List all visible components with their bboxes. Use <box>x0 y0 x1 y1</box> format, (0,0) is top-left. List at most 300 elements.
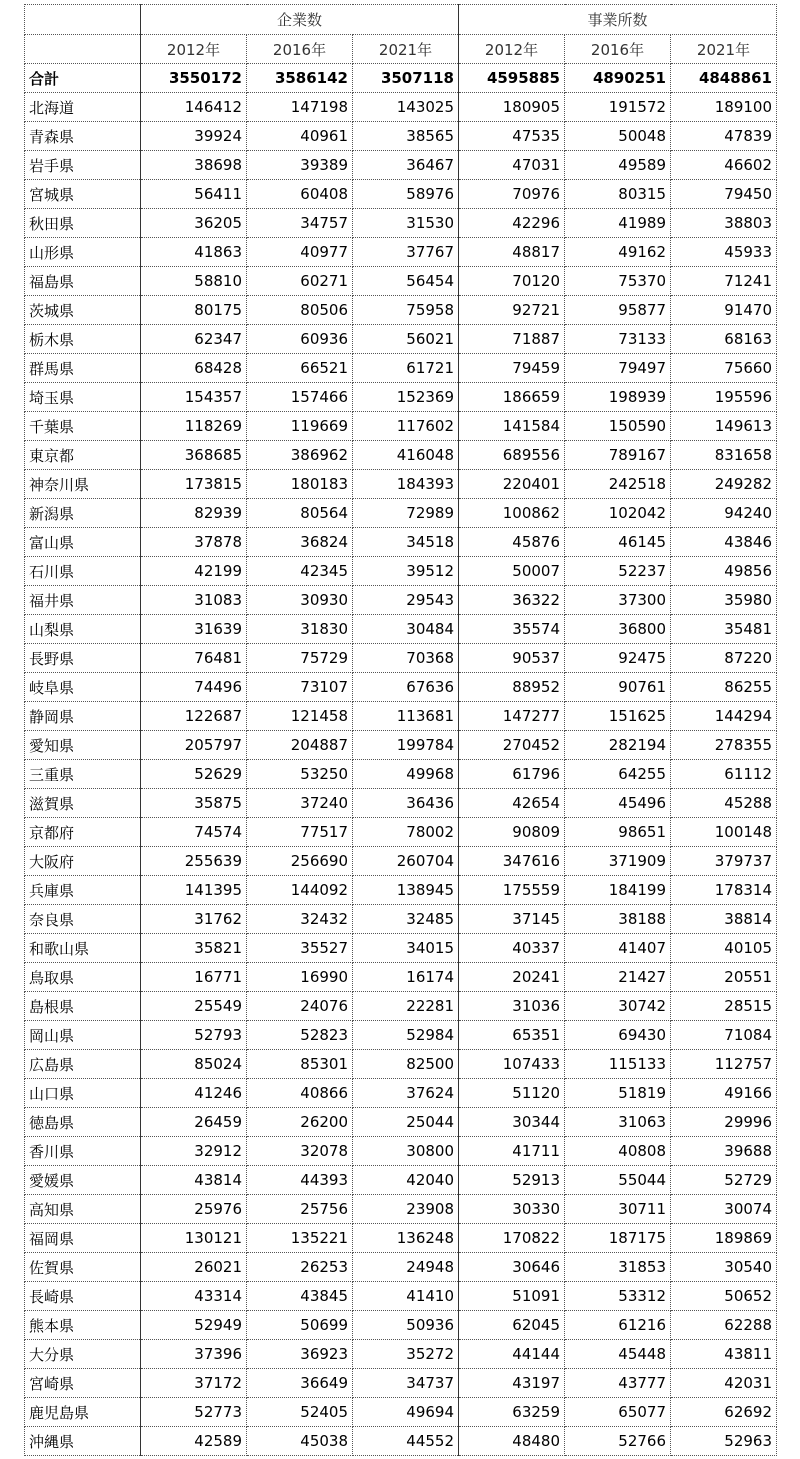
total-value: 3550172 <box>141 64 247 93</box>
table-row <box>25 1282 777 1311</box>
value-cell: 117602 <box>353 412 459 441</box>
value-cell: 187175 <box>565 1224 671 1253</box>
value-cell: 37145 <box>459 905 565 934</box>
table-row <box>25 267 777 296</box>
value-cell: 154357 <box>141 383 247 412</box>
total-value: 4595885 <box>459 64 565 93</box>
table-row <box>25 1253 777 1282</box>
value-cell: 74574 <box>141 818 247 847</box>
prefecture-name: 千葉県 <box>25 412 141 441</box>
value-cell: 75370 <box>565 267 671 296</box>
value-cell: 371909 <box>565 847 671 876</box>
value-cell: 39924 <box>141 122 247 151</box>
value-cell: 39512 <box>353 557 459 586</box>
value-cell: 23908 <box>353 1195 459 1224</box>
value-cell: 186659 <box>459 383 565 412</box>
value-cell: 52984 <box>353 1021 459 1050</box>
value-cell: 45038 <box>247 1427 353 1456</box>
value-cell: 386962 <box>247 441 353 470</box>
value-cell: 50699 <box>247 1311 353 1340</box>
value-cell: 831658 <box>671 441 777 470</box>
value-cell: 55044 <box>565 1166 671 1195</box>
prefecture-name: 京都府 <box>25 818 141 847</box>
value-cell: 34757 <box>247 209 353 238</box>
table-row <box>25 1398 777 1427</box>
value-cell: 147198 <box>247 93 353 122</box>
value-cell: 92475 <box>565 644 671 673</box>
value-cell: 195596 <box>671 383 777 412</box>
value-cell: 60936 <box>247 325 353 354</box>
value-cell: 92721 <box>459 296 565 325</box>
value-cell: 36649 <box>247 1369 353 1398</box>
table-row <box>25 702 777 731</box>
value-cell: 38565 <box>353 122 459 151</box>
value-cell: 38188 <box>565 905 671 934</box>
value-cell: 30344 <box>459 1108 565 1137</box>
total-value: 4890251 <box>565 64 671 93</box>
value-cell: 130121 <box>141 1224 247 1253</box>
value-cell: 45496 <box>565 789 671 818</box>
group-header-companies: 企業数 <box>141 5 459 35</box>
prefecture-name: 宮崎県 <box>25 1369 141 1398</box>
table-row <box>25 470 777 499</box>
prefecture-name: 徳島県 <box>25 1108 141 1137</box>
value-cell: 31036 <box>459 992 565 1021</box>
value-cell: 68428 <box>141 354 247 383</box>
value-cell: 141584 <box>459 412 565 441</box>
value-cell: 191572 <box>565 93 671 122</box>
value-cell: 30742 <box>565 992 671 1021</box>
value-cell: 173815 <box>141 470 247 499</box>
prefecture-name: 宮城県 <box>25 180 141 209</box>
value-cell: 347616 <box>459 847 565 876</box>
value-cell: 37624 <box>353 1079 459 1108</box>
value-cell: 46145 <box>565 528 671 557</box>
value-cell: 61112 <box>671 760 777 789</box>
value-cell: 82939 <box>141 499 247 528</box>
value-cell: 270452 <box>459 731 565 760</box>
value-cell: 37767 <box>353 238 459 267</box>
value-cell: 60271 <box>247 267 353 296</box>
prefecture-name: 東京都 <box>25 441 141 470</box>
value-cell: 20241 <box>459 963 565 992</box>
value-cell: 21427 <box>565 963 671 992</box>
value-cell: 50048 <box>565 122 671 151</box>
value-cell: 278355 <box>671 731 777 760</box>
value-cell: 220401 <box>459 470 565 499</box>
prefecture-name: 長崎県 <box>25 1282 141 1311</box>
table-row <box>25 615 777 644</box>
value-cell: 70120 <box>459 267 565 296</box>
value-cell: 43197 <box>459 1369 565 1398</box>
value-cell: 37878 <box>141 528 247 557</box>
prefecture-name: 岡山県 <box>25 1021 141 1050</box>
prefecture-name: 北海道 <box>25 93 141 122</box>
prefecture-name: 静岡県 <box>25 702 141 731</box>
value-cell: 38803 <box>671 209 777 238</box>
table-row <box>25 905 777 934</box>
value-cell: 41711 <box>459 1137 565 1166</box>
value-cell: 41407 <box>565 934 671 963</box>
value-cell: 85301 <box>247 1050 353 1079</box>
value-cell: 62045 <box>459 1311 565 1340</box>
value-cell: 22281 <box>353 992 459 1021</box>
value-cell: 79459 <box>459 354 565 383</box>
table-row <box>25 789 777 818</box>
value-cell: 73133 <box>565 325 671 354</box>
value-cell: 152369 <box>353 383 459 412</box>
value-cell: 52949 <box>141 1311 247 1340</box>
value-cell: 49162 <box>565 238 671 267</box>
value-cell: 98651 <box>565 818 671 847</box>
value-cell: 47031 <box>459 151 565 180</box>
value-cell: 52793 <box>141 1021 247 1050</box>
value-cell: 25549 <box>141 992 247 1021</box>
value-cell: 64255 <box>565 760 671 789</box>
value-cell: 178314 <box>671 876 777 905</box>
value-cell: 39389 <box>247 151 353 180</box>
value-cell: 34737 <box>353 1369 459 1398</box>
group-header-establishments: 事業所数 <box>459 5 777 35</box>
value-cell: 26459 <box>141 1108 247 1137</box>
value-cell: 189869 <box>671 1224 777 1253</box>
prefecture-name: 福井県 <box>25 586 141 615</box>
prefecture-name: 富山県 <box>25 528 141 557</box>
value-cell: 70976 <box>459 180 565 209</box>
value-cell: 49589 <box>565 151 671 180</box>
value-cell: 37300 <box>565 586 671 615</box>
value-cell: 36800 <box>565 615 671 644</box>
value-cell: 42654 <box>459 789 565 818</box>
value-cell: 51120 <box>459 1079 565 1108</box>
value-cell: 255639 <box>141 847 247 876</box>
value-cell: 75729 <box>247 644 353 673</box>
value-cell: 26200 <box>247 1108 353 1137</box>
value-cell: 242518 <box>565 470 671 499</box>
table-row <box>25 673 777 702</box>
table-row <box>25 325 777 354</box>
value-cell: 170822 <box>459 1224 565 1253</box>
value-cell: 35272 <box>353 1340 459 1369</box>
value-cell: 71084 <box>671 1021 777 1050</box>
value-cell: 52823 <box>247 1021 353 1050</box>
table-row <box>25 1108 777 1137</box>
prefecture-name: 山梨県 <box>25 615 141 644</box>
prefecture-name: 岩手県 <box>25 151 141 180</box>
value-cell: 51819 <box>565 1079 671 1108</box>
value-cell: 71887 <box>459 325 565 354</box>
value-cell: 38698 <box>141 151 247 180</box>
value-cell: 40808 <box>565 1137 671 1166</box>
table-row <box>25 1195 777 1224</box>
value-cell: 16990 <box>247 963 353 992</box>
value-cell: 43814 <box>141 1166 247 1195</box>
value-cell: 67636 <box>353 673 459 702</box>
group-header-row <box>25 5 777 35</box>
value-cell: 39688 <box>671 1137 777 1166</box>
value-cell: 151625 <box>565 702 671 731</box>
prefecture-name: 広島県 <box>25 1050 141 1079</box>
value-cell: 112757 <box>671 1050 777 1079</box>
table-row <box>25 760 777 789</box>
value-cell: 41246 <box>141 1079 247 1108</box>
value-cell: 62288 <box>671 1311 777 1340</box>
prefecture-name: 熊本県 <box>25 1311 141 1340</box>
value-cell: 52766 <box>565 1427 671 1456</box>
table-row <box>25 441 777 470</box>
value-cell: 35875 <box>141 789 247 818</box>
value-cell: 189100 <box>671 93 777 122</box>
value-cell: 256690 <box>247 847 353 876</box>
value-cell: 85024 <box>141 1050 247 1079</box>
value-cell: 121458 <box>247 702 353 731</box>
corner-cell <box>25 5 141 35</box>
value-cell: 36436 <box>353 789 459 818</box>
value-cell: 79450 <box>671 180 777 209</box>
value-cell: 100148 <box>671 818 777 847</box>
value-cell: 78002 <box>353 818 459 847</box>
value-cell: 74496 <box>141 673 247 702</box>
value-cell: 36824 <box>247 528 353 557</box>
value-cell: 16771 <box>141 963 247 992</box>
value-cell: 37240 <box>247 789 353 818</box>
value-cell: 204887 <box>247 731 353 760</box>
value-cell: 61721 <box>353 354 459 383</box>
table-row <box>25 934 777 963</box>
value-cell: 25756 <box>247 1195 353 1224</box>
value-cell: 34015 <box>353 934 459 963</box>
prefecture-name: 石川県 <box>25 557 141 586</box>
value-cell: 50007 <box>459 557 565 586</box>
value-cell: 144092 <box>247 876 353 905</box>
value-cell: 76481 <box>141 644 247 673</box>
value-cell: 29543 <box>353 586 459 615</box>
value-cell: 49166 <box>671 1079 777 1108</box>
value-cell: 31762 <box>141 905 247 934</box>
value-cell: 47839 <box>671 122 777 151</box>
value-cell: 37396 <box>141 1340 247 1369</box>
value-cell: 44144 <box>459 1340 565 1369</box>
prefecture-name: 秋田県 <box>25 209 141 238</box>
value-cell: 31639 <box>141 615 247 644</box>
data-table <box>24 4 777 1456</box>
value-cell: 70368 <box>353 644 459 673</box>
value-cell: 65077 <box>565 1398 671 1427</box>
value-cell: 184393 <box>353 470 459 499</box>
prefecture-name: 長野県 <box>25 644 141 673</box>
value-cell: 35821 <box>141 934 247 963</box>
value-cell: 58976 <box>353 180 459 209</box>
value-cell: 61796 <box>459 760 565 789</box>
total-value: 3586142 <box>247 64 353 93</box>
value-cell: 79497 <box>565 354 671 383</box>
value-cell: 368685 <box>141 441 247 470</box>
value-cell: 147277 <box>459 702 565 731</box>
value-cell: 44552 <box>353 1427 459 1456</box>
value-cell: 62347 <box>141 325 247 354</box>
value-cell: 56454 <box>353 267 459 296</box>
value-cell: 24076 <box>247 992 353 1021</box>
value-cell: 52773 <box>141 1398 247 1427</box>
value-cell: 122687 <box>141 702 247 731</box>
value-cell: 41863 <box>141 238 247 267</box>
value-cell: 45876 <box>459 528 565 557</box>
value-cell: 69430 <box>565 1021 671 1050</box>
table-row <box>25 296 777 325</box>
value-cell: 31853 <box>565 1253 671 1282</box>
value-cell: 48480 <box>459 1427 565 1456</box>
prefecture-name: 山口県 <box>25 1079 141 1108</box>
value-cell: 30484 <box>353 615 459 644</box>
prefecture-name: 高知県 <box>25 1195 141 1224</box>
value-cell: 80175 <box>141 296 247 325</box>
value-cell: 52913 <box>459 1166 565 1195</box>
table-row <box>25 876 777 905</box>
table-row <box>25 847 777 876</box>
prefecture-name: 沖縄県 <box>25 1427 141 1456</box>
year-header: 2012年 <box>459 35 565 64</box>
value-cell: 77517 <box>247 818 353 847</box>
table-row <box>25 586 777 615</box>
table-row <box>25 992 777 1021</box>
prefecture-name: 島根県 <box>25 992 141 1021</box>
value-cell: 30930 <box>247 586 353 615</box>
value-cell: 100862 <box>459 499 565 528</box>
value-cell: 205797 <box>141 731 247 760</box>
value-cell: 26253 <box>247 1253 353 1282</box>
value-cell: 157466 <box>247 383 353 412</box>
value-cell: 37172 <box>141 1369 247 1398</box>
value-cell: 26021 <box>141 1253 247 1282</box>
table-row <box>25 412 777 441</box>
value-cell: 66521 <box>247 354 353 383</box>
value-cell: 282194 <box>565 731 671 760</box>
value-cell: 35481 <box>671 615 777 644</box>
total-row <box>25 64 777 93</box>
prefecture-name: 福島県 <box>25 267 141 296</box>
table-row <box>25 499 777 528</box>
value-cell: 789167 <box>565 441 671 470</box>
value-cell: 91470 <box>671 296 777 325</box>
prefecture-name: 香川県 <box>25 1137 141 1166</box>
value-cell: 119669 <box>247 412 353 441</box>
prefecture-name: 福岡県 <box>25 1224 141 1253</box>
value-cell: 689556 <box>459 441 565 470</box>
value-cell: 45448 <box>565 1340 671 1369</box>
value-cell: 30330 <box>459 1195 565 1224</box>
value-cell: 24948 <box>353 1253 459 1282</box>
value-cell: 52237 <box>565 557 671 586</box>
value-cell: 36467 <box>353 151 459 180</box>
value-cell: 30540 <box>671 1253 777 1282</box>
table-row <box>25 209 777 238</box>
value-cell: 138945 <box>353 876 459 905</box>
value-cell: 63259 <box>459 1398 565 1427</box>
value-cell: 86255 <box>671 673 777 702</box>
value-cell: 61216 <box>565 1311 671 1340</box>
value-cell: 43777 <box>565 1369 671 1398</box>
value-cell: 60408 <box>247 180 353 209</box>
value-cell: 113681 <box>353 702 459 731</box>
value-cell: 25044 <box>353 1108 459 1137</box>
table-row <box>25 122 777 151</box>
value-cell: 45933 <box>671 238 777 267</box>
prefecture-name: 鳥取県 <box>25 963 141 992</box>
prefecture-name: 愛知県 <box>25 731 141 760</box>
value-cell: 53312 <box>565 1282 671 1311</box>
value-cell: 65351 <box>459 1021 565 1050</box>
value-cell: 41989 <box>565 209 671 238</box>
value-cell: 16174 <box>353 963 459 992</box>
value-cell: 118269 <box>141 412 247 441</box>
table-row <box>25 1427 777 1456</box>
value-cell: 90761 <box>565 673 671 702</box>
value-cell: 46602 <box>671 151 777 180</box>
value-cell: 36923 <box>247 1340 353 1369</box>
value-cell: 32432 <box>247 905 353 934</box>
value-cell: 42345 <box>247 557 353 586</box>
value-cell: 82500 <box>353 1050 459 1079</box>
table-row <box>25 354 777 383</box>
table-row <box>25 180 777 209</box>
value-cell: 35527 <box>247 934 353 963</box>
value-cell: 52963 <box>671 1427 777 1456</box>
value-cell: 32912 <box>141 1137 247 1166</box>
table-row <box>25 1224 777 1253</box>
table-row <box>25 557 777 586</box>
prefecture-name: 茨城県 <box>25 296 141 325</box>
value-cell: 45288 <box>671 789 777 818</box>
value-cell: 43845 <box>247 1282 353 1311</box>
value-cell: 36322 <box>459 586 565 615</box>
value-cell: 49968 <box>353 760 459 789</box>
value-cell: 40337 <box>459 934 565 963</box>
table-row <box>25 1079 777 1108</box>
table-row <box>25 818 777 847</box>
value-cell: 75958 <box>353 296 459 325</box>
table-row <box>25 151 777 180</box>
value-cell: 80315 <box>565 180 671 209</box>
value-cell: 30711 <box>565 1195 671 1224</box>
value-cell: 25976 <box>141 1195 247 1224</box>
value-cell: 30646 <box>459 1253 565 1282</box>
value-cell: 107433 <box>459 1050 565 1079</box>
total-value: 3507118 <box>353 64 459 93</box>
year-header-row <box>25 35 777 64</box>
table-row <box>25 1340 777 1369</box>
value-cell: 49694 <box>353 1398 459 1427</box>
value-cell: 102042 <box>565 499 671 528</box>
value-cell: 90809 <box>459 818 565 847</box>
total-value: 4848861 <box>671 64 777 93</box>
table-row <box>25 238 777 267</box>
value-cell: 31830 <box>247 615 353 644</box>
table-row <box>25 1137 777 1166</box>
value-cell: 95877 <box>565 296 671 325</box>
prefecture-name: 青森県 <box>25 122 141 151</box>
value-cell: 80564 <box>247 499 353 528</box>
prefecture-name: 和歌山県 <box>25 934 141 963</box>
value-cell: 115133 <box>565 1050 671 1079</box>
year-header: 2016年 <box>247 35 353 64</box>
value-cell: 49856 <box>671 557 777 586</box>
value-cell: 34518 <box>353 528 459 557</box>
value-cell: 43846 <box>671 528 777 557</box>
value-cell: 88952 <box>459 673 565 702</box>
value-cell: 143025 <box>353 93 459 122</box>
value-cell: 146412 <box>141 93 247 122</box>
value-cell: 51091 <box>459 1282 565 1311</box>
